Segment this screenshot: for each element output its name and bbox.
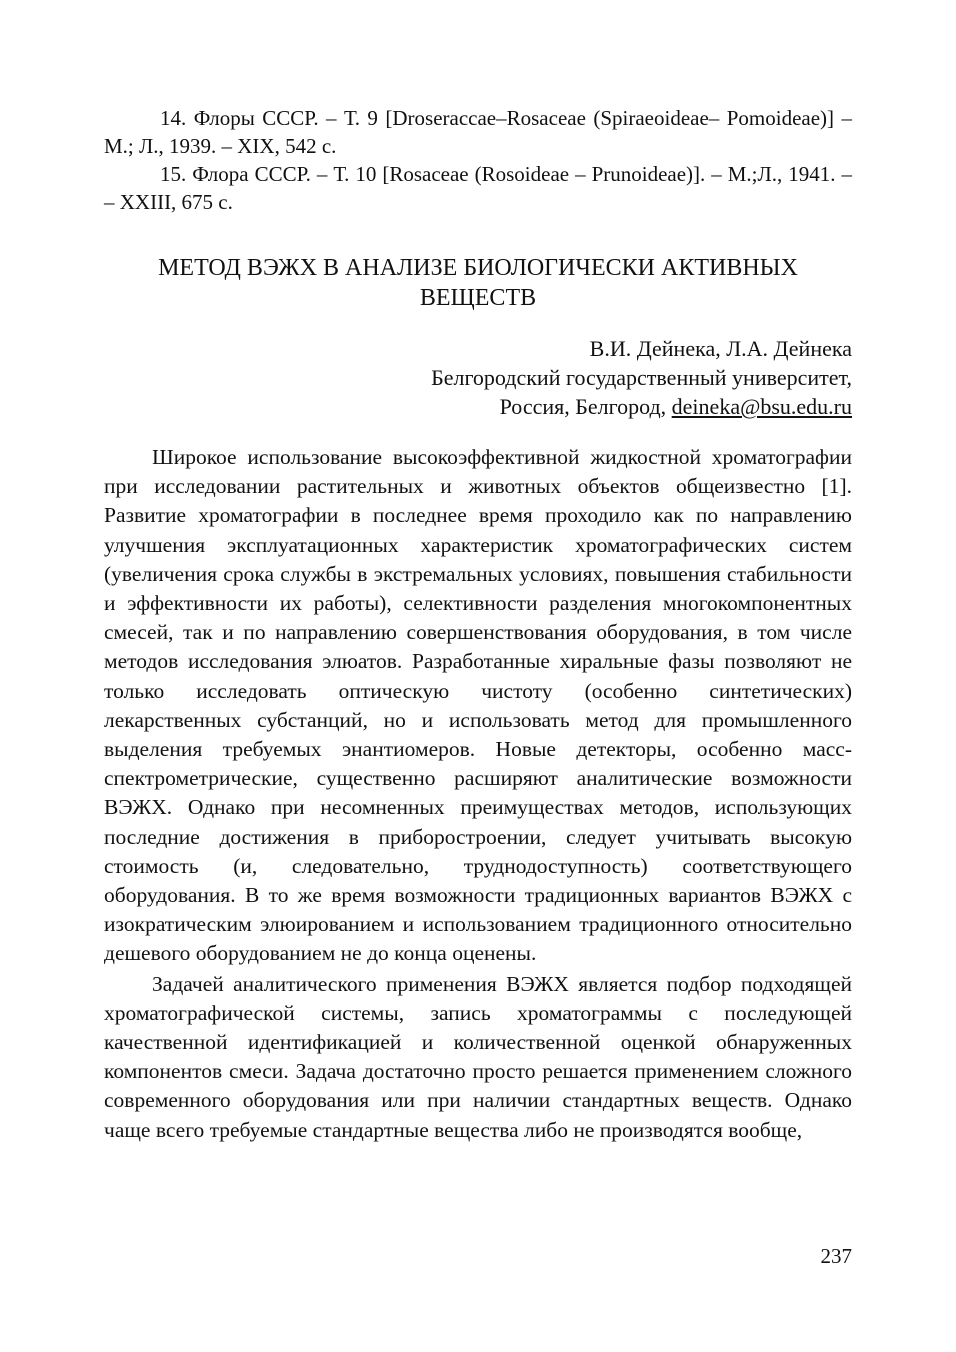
location-line bbox=[104, 392, 852, 421]
location: Россия, Белгород, bbox=[499, 394, 667, 419]
reference-item: 15. Флора СССР. – Т. 10 [Rosaceae (Rosoideae – Prunoideae)]. – М.;Л., 1941. – – XXIII, 675 с. bbox=[104, 162, 852, 214]
affiliation: Белгородский государственный университет, bbox=[431, 365, 852, 390]
reference-list bbox=[104, 104, 852, 216]
title-line: МЕТОД ВЭЖХ В АНАЛИЗЕ БИОЛОГИЧЕСКИ АКТИВНЫХ bbox=[158, 255, 798, 281]
body-paragraph: Широкое использование высокоэффективной жидкостной хроматографии при исследовании растительных и животных объектов общеизвестно [1]. Развитие хроматографии в последнее время проходило как по направлению улучшения эксплуатационных характеристик хроматографических систем (увеличения срока службы в экстремальных условиях, повышения стабильности и эффективности их работы), селективности разделения многокомпонентных смесей, так и по направлению совершенствования оборудования, в том числе методов исследования элюатов. Разработанные хиральные фазы позволяют не только исследовать оптическую чистоту (особенно синтетических) лекарственных субстанций, но и использовать метод для промышленного выделения требуемых энантиомеров. Новые детекторы, особенно масс-спектрометрические, существенно расширяют аналитические возможности ВЭЖХ. Однако при несомненных преимуществах методов, использующих последние достижения в приборостроении, следует учитывать высокую стоимость (и, следовательно, труднодоступность) соответствующего оборудования. В то же время возможности традиционных вариантов ВЭЖХ с изократическим элюированием и использованием традиционного относительно дешевого оборудованием не до конца оценены. bbox=[104, 445, 852, 966]
email-link[interactable]: deineka@bsu.edu.ru bbox=[671, 394, 852, 419]
reference-item: 14. Флоры СССР. – Т. 9 [Droseraccae–Rosaceae (Spiraeoideae– Pomoideae)] –М.; Л., 1939. – XIX, 542 с. bbox=[104, 106, 852, 158]
body-paragraph: Задачей аналитического применения ВЭЖХ является подбор подходящей хроматографической системы, запись хроматограммы с последующей качественной идентификацией и количественной оценкой обнаруженных компонентов смеси. Задача достаточно просто решается применением сложного современного оборудования или при наличии стандартных веществ. Однако чаще всего требуемые стандартные вещества либо не производятся вообще, bbox=[104, 971, 852, 1142]
author-names: В.И. Дейнека, Л.А. Дейнека bbox=[589, 336, 852, 361]
article-title bbox=[104, 253, 852, 313]
author-block bbox=[104, 334, 852, 421]
page-number: 237 bbox=[820, 1244, 852, 1268]
title-line: ВЕЩЕСТВ bbox=[419, 285, 537, 311]
article-body bbox=[104, 443, 852, 1146]
